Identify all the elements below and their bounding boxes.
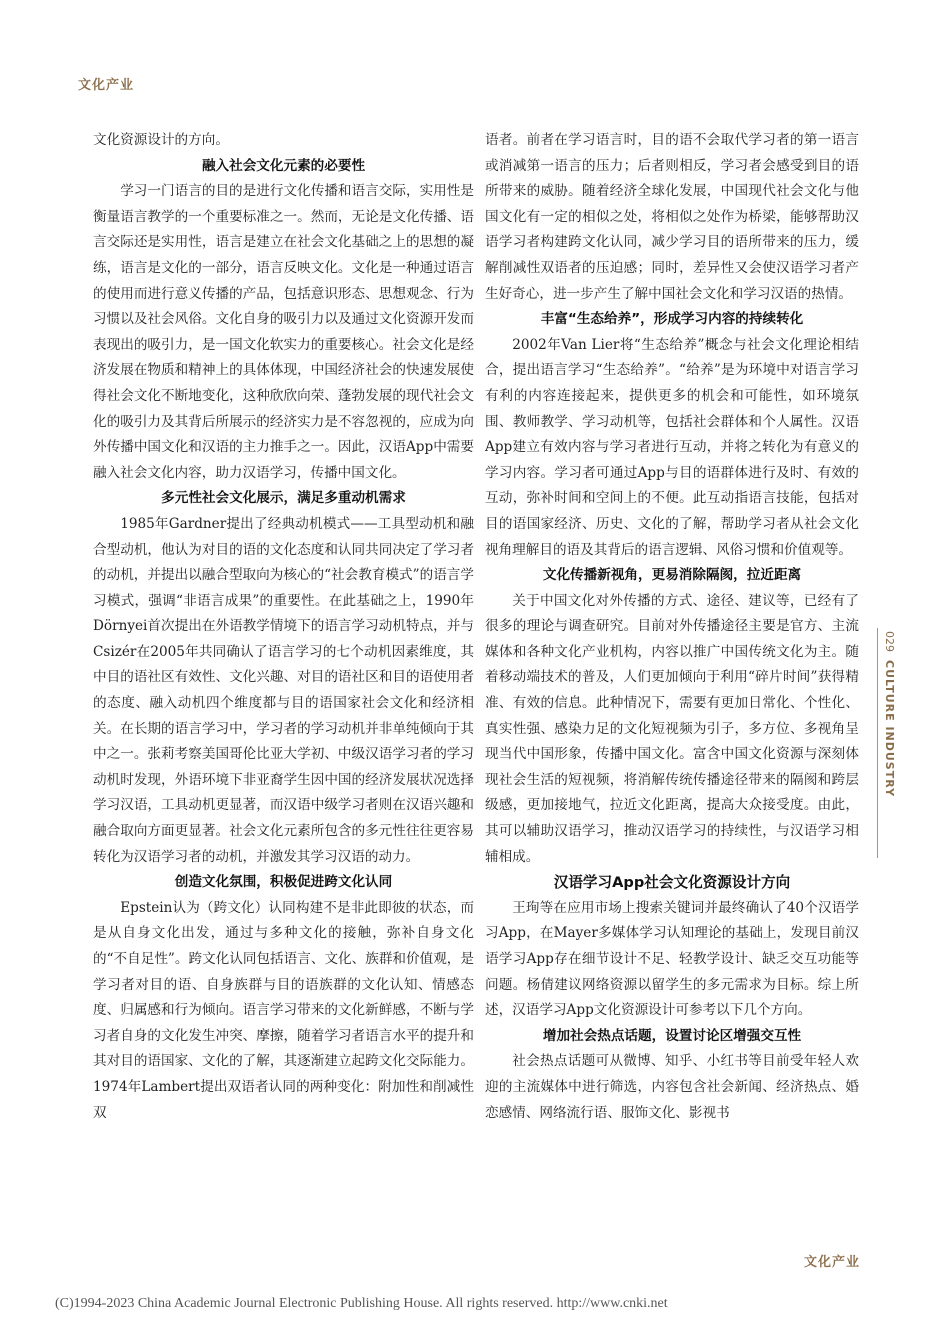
- journal-title: CULTURE INDUSTRY: [883, 660, 896, 798]
- section-heading-necessity: 融入社会文化元素的必要性: [201, 157, 366, 174]
- paragraph-design-direction: 王珣等在应用市场上搜索关键词并最终确认了40个汉语学习App，在Mayer多媒体学习认知理论的基础上，发现目前汉语学习App存在细节设计不足、轻教学设计、缺乏交互功能等问题。杨倩建议网络资源以留学生的多元需求为目标。综上所述，汉语学习App文化资源设计可参考以下几个方向。: [485, 899, 859, 1019]
- side-divider: [877, 628, 878, 858]
- right-column: [485, 128, 859, 1126]
- left-column: [93, 128, 474, 1126]
- paragraph-diversity: 1985年Gardner提出了经典动机模式——工具型动机和融合型动机，他认为对目的语的文化态度和认同共同决定了学习者的动机，并提出以融合型取向为核心的“社会教育模式”的语言学习模式，强调“非语言成果”的重要性。在此基础之上，1990年Dörnyei首次提出在外语教学情境下的语言学习动机特点，并与Csizér在2005年共同确认了语言学习的七个动机因素维度，其中目的语社区有效性、文化兴趣、对目的语社区和目的语使用者的态度、融入动机四个维度都与目的语国家社会文化和经济相关。在长期的语言学习中，学习者的学习动机并非单纯倾向于其中之一。张莉考察美国哥伦比亚大学初、中级汉语学习者的学习动机时发现，外语环境下非亚裔学生因中国的经济发展状况选择学习汉语，工具动机更显著，而汉语中级学习者则在汉语兴趣和融合取向方面更显著。社会文化元素所包含的多元性往往更容易转化为汉语学习者的动机，并激发其学习汉语的动力。: [93, 515, 474, 865]
- copyright-notice: (C)1994-2023 China Academic Journal Electronic Publishing House. All rights reserved. http://www.cnki.net: [55, 1296, 668, 1311]
- header-section-label: 文化产业: [78, 78, 135, 93]
- section-heading-ecological-affordance: 丰富“生态给养”，形成学习内容的持续转化: [540, 311, 804, 328]
- paragraph-ecological-affordance: 2002年Van Lier将“生态给养”概念与社会文化理论相结合，提出语言学习“生态给养”。“给养”是为环境中对语言学习有利的内容连接起来，提供更多的机会和可能性，如环境氛围、教师教学、学习动机等，包括社会群体和个人属性。汉语App建立有效内容与学习者进行互动，并将之转化为有意义的学习内容。学习者可通过App与目的语群体进行及时、有效的互动，弥补时间和空间上的不便。此互动指语言技能，包括对目的语国家经济、历史、文化的了解，帮助学习者从社会文化视角理解目的语及其背后的语言逻辑、风俗习惯和价值观等。: [485, 336, 859, 558]
- paragraph-cultural-identity: Epstein认为（跨文化）认同构建不是非此即彼的状态，而是从自身文化出发，通过与多种文化的接触，弥补自身文化的“不自足性”。跨文化认同包括语言、文化、族群和价值观，是学习者对目的语、自身族群与目的语族群的文化认知、情感态度、归属感和行为倾向。语言学习带来的文化新鲜感，不断与学习者自身的文化发生冲突、摩擦，随着学习者语言水平的提升和其对目的语国家、文化的了解，其逐渐建立起跨文化交际能力。1974年Lambert提出双语者认同的两种变化：附加性和削减性双: [93, 899, 474, 1121]
- section-heading-hot-topics: 增加社会热点话题，设置讨论区增强交互性: [542, 1027, 802, 1044]
- paragraph-new-perspective: 关于中国文化对外传播的方式、途径、建议等，已经有了很多的理论与调查研究。目前对外传播途径主要是官方、主流媒体和各种文化产业机构，内容以推广中国传统文化为主。随着移动端技术的普及，人们更加倾向于利用“碎片时间”获得精准、有效的信息。此种情况下，需要有更加日常化、个性化、真实性强、感染力足的文化短视频为引子，多方位、多视角呈现当代中国形象，传播中国文化。富含中国文化资源与深刻体现社会生活的短视频，将消解传统传播途径带来的隔阂和跨层级感，更加接地气，拉近文化距离，提高大众接受度。由此，其可以辅助汉语学习，推动汉语学习的持续性，与汉语学习相辅相成。: [485, 592, 859, 865]
- section-heading-new-perspective: 文化传播新视角，更易消除隔阂，拉近距离: [542, 567, 802, 584]
- paragraph-cultural-identity-cont: 语者。前者在学习语言时，目的语不会取代学习者的第一语言或消减第一语言的压力；后者则相反，学习者会感受到目的语所带来的威胁。随着经济全球化发展，中国现代社会文化与他国文化有一定的相似之处，将相似之处作为桥梁，能够帮助汉语学习者构建跨文化认同，减少学习目的语所带来的压力，缓解削减性双语者的压迫感；同时，差异性又会使汉语学习者产生好奇心，进一步产生了解中国社会文化和学习汉语的热情。: [485, 132, 859, 302]
- section-heading-cultural-identity: 创造文化氛围，积极促进跨文化认同: [174, 874, 393, 891]
- paragraph-necessity: 学习一门语言的目的是进行文化传播和语言交际，实用性是衡量语言教学的一个重要标准之一。然而，无论是文化传播、语言交际还是实用性，语言是建立在社会文化基础之上的思想的凝练，语言是文化的一部分，语言反映文化。文化是一种通过语言的使用而进行意义传播的产品，包括意识形态、思想观念、行为习惯以及社会风俗。文化自身的吸引力以及通过文化资源开发而表现出的吸引力，是一国文化软实力的重要核心。社会文化是经济发展在物质和精神上的具体体现，中国经济社会的快速发展使得社会文化不断地变化，这种欣欣向荣、蓬勃发展的现代社会文化的吸引力及其背后所展示的经济实力是不容忽视的，应成为向外传播中国文化和汉语的主力推手之一。因此，汉语App中需要融入社会文化内容，助力汉语学习，传播中国文化。: [93, 183, 474, 481]
- footer-section-label: 文化产业: [804, 1255, 861, 1270]
- paragraph-hot-topics: 社会热点话题可从微博、知乎、小红书等目前受年轻人欢迎的主流媒体中进行筛选，内容包含社会新闻、经济热点、婚恋感情、网络流行语、服饰文化、影视书: [485, 1053, 859, 1121]
- section-heading-design-direction: 汉语学习App社会文化资源设计方向: [553, 874, 791, 892]
- section-heading-diversity: 多元性社会文化展示，满足多重动机需求: [161, 490, 406, 507]
- intro-tail-paragraph: 文化资源设计的方向。: [93, 132, 229, 148]
- page-number: 029: [883, 631, 896, 652]
